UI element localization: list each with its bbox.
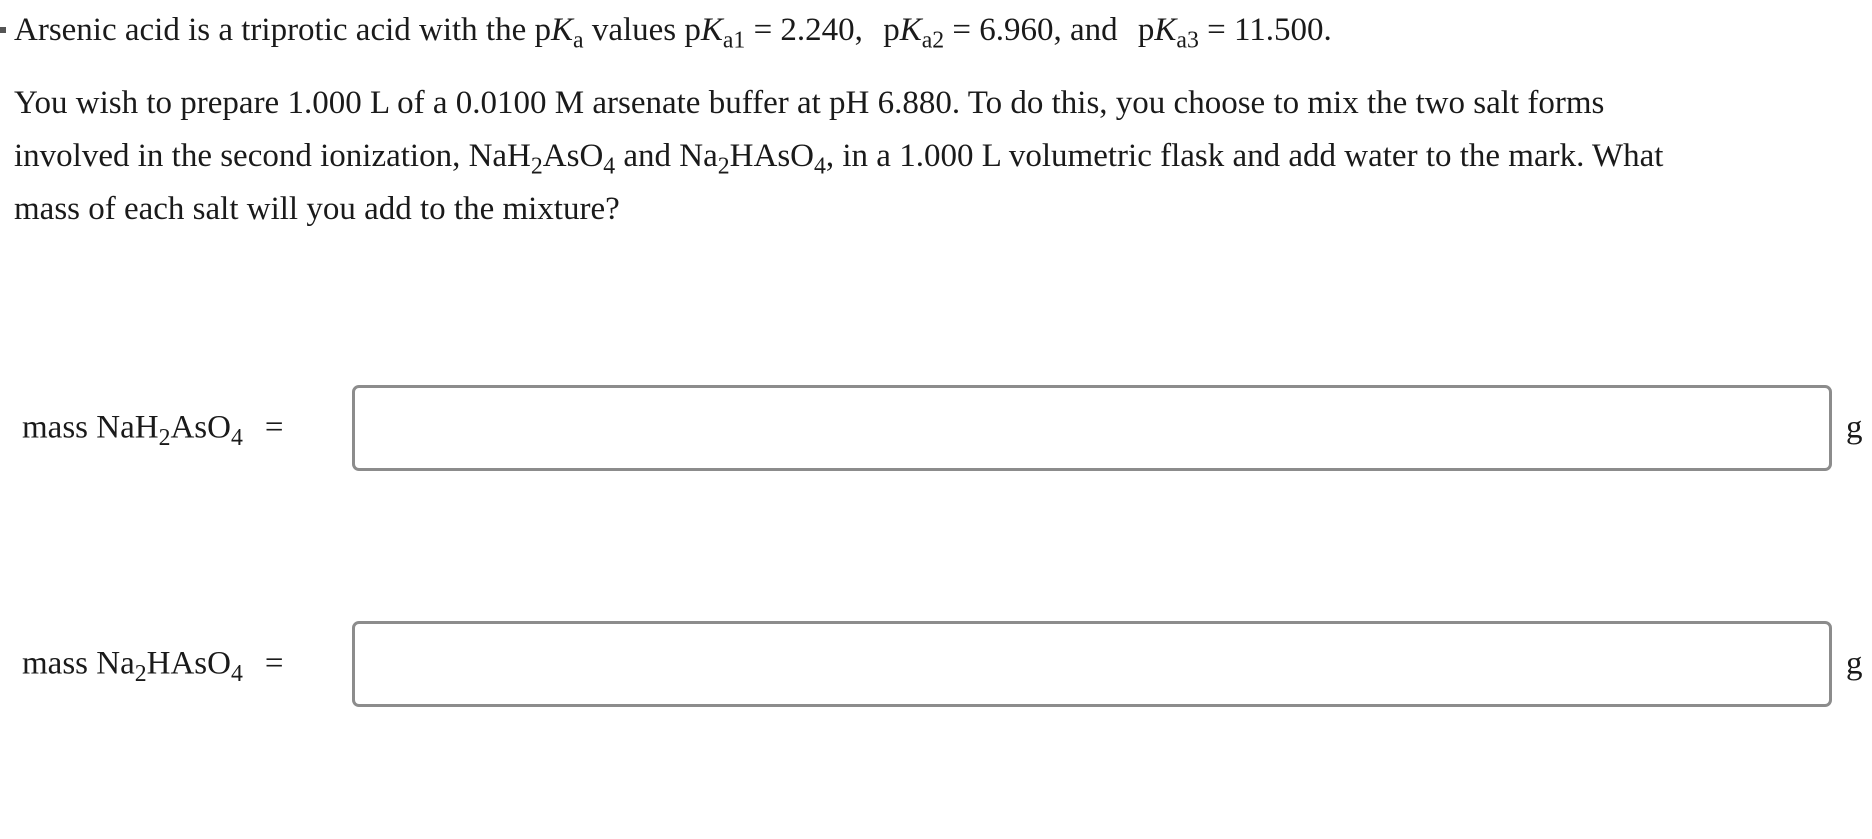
answer-row-nah2aso4 [0,385,1872,471]
subscript: 4 [814,153,826,180]
ka2-symbol: K [899,12,922,48]
intro-text: Arsenic acid is a triprotic acid with the p [14,12,551,48]
pka2-value: = 6.960, and [952,12,1118,48]
ka1-symbol: K [700,12,723,48]
question-text-part: involved in the second ionization, NaH [14,138,531,174]
unit-grams: g [1846,409,1863,446]
subscript: 2 [134,661,147,688]
label-text: mass Na [22,645,135,682]
question-text-part: HAsO [729,138,815,174]
intro-text-values: values p [591,12,701,48]
answer-row-na2haso4 [0,621,1872,707]
unit-grams: g [1846,645,1863,682]
question-line-3: mass of each salt will you add to the mixture? [14,191,620,227]
question-text-part: and Na [615,138,718,174]
subscript: 4 [603,153,616,180]
equals-sign: = [264,409,284,446]
question-line-1: You wish to prepare 1.000 L of a 0.0100 M arsenate buffer at pH 6.880. To do this, you choose to mix the two salt forms [14,85,1605,121]
question-text [14,77,1854,236]
question-text-part: AsO [542,138,604,174]
subscript: 4 [230,425,243,452]
ka3-subscript: a3 [1176,27,1199,54]
ka-symbol: K [551,12,574,48]
pka3-value: = 11.500. [1207,12,1332,48]
ka-subscript: a [573,27,584,54]
ka1-subscript: a1 [722,27,746,54]
label-text: AsO [170,409,231,446]
mass-nah2aso4-input[interactable] [352,385,1832,471]
ka2-subscript: a2 [921,27,945,54]
subscript: 2 [530,153,543,180]
ka3-symbol: K [1154,12,1177,48]
equals-sign: = [264,645,284,682]
problem-intro [14,4,1332,56]
answer-label-nah2aso4 [22,409,284,452]
subscript: 4 [230,661,243,688]
subscript: 2 [158,425,171,452]
pka1-value: = 2.240, [753,12,863,48]
question-line-2 [14,130,1854,183]
p-prefix-3: p [1137,12,1155,48]
label-text: mass NaH [22,409,159,446]
p-prefix-2: p [883,12,900,48]
answer-label-na2haso4 [22,645,284,688]
label-text: HAsO [146,645,231,682]
edge-marker [0,27,6,33]
question-text-part: , in a 1.000 L volumetric flask and add water to the mark. What [825,138,1664,174]
subscript: 2 [717,153,730,180]
mass-na2haso4-input[interactable] [352,621,1832,707]
